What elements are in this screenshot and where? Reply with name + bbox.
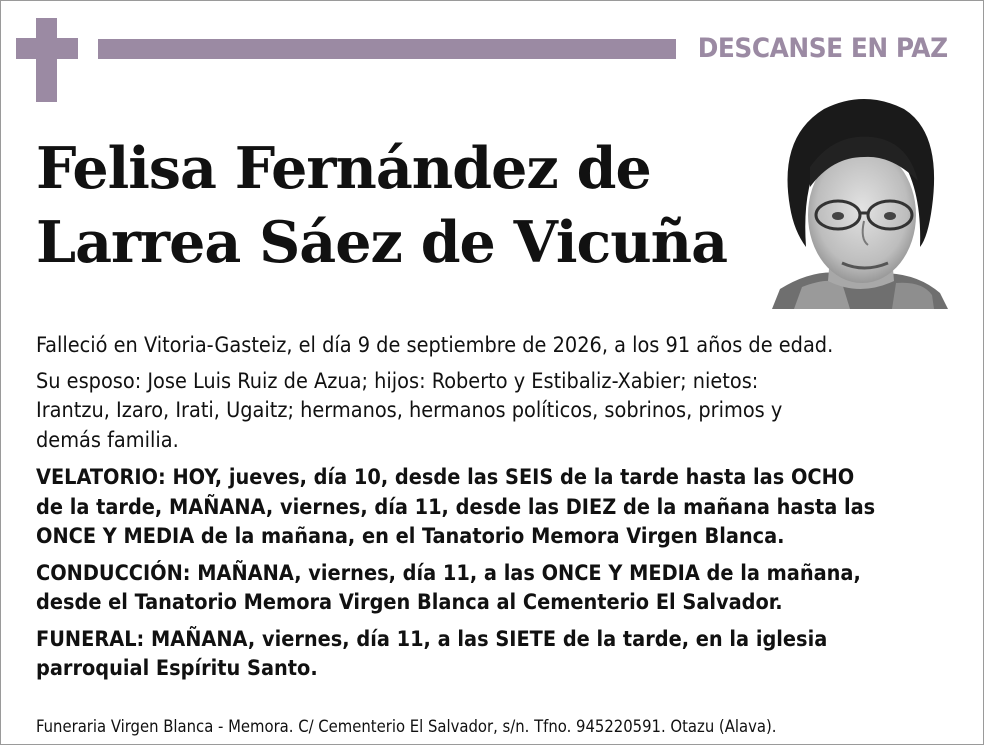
velatorio-info: VELATORIO: HOY, jueves, día 10, desde las SEIS de la tarde hasta las OCHO de la tarde, MAÑANA, viernes, día 11, desde las DIEZ de la mañana hasta las ONCE Y MEDIA de la mañana, en el Tanatorio Memora Virgen Blanca.: [36, 465, 876, 549]
family-list: Su esposo: Jose Luis Ruiz de Azua; hijos: Roberto y Estibaliz-Xabier; nietos: Irantzu, Izaro, Irati, Ugaitz; hermanos, hermanos políticos, sobrinos, primos y demás familia.: [36, 368, 783, 453]
deceased-name: [36, 132, 727, 280]
funeral-info: FUNERAL: MAÑANA, viernes, día 11, a las SIETE de la tarde, en la iglesia parroquial Espíritu Santo.: [36, 626, 828, 681]
death-notice: Falleció en Vitoria-Gasteiz, el día 9 de septiembre de 2026, a los 91 años de edad.: [36, 333, 834, 358]
funeral-home-footer: Funeraria Virgen Blanca - Memora. C/ Cementerio El Salvador, s/n. Tfno. 945220591. Otazu (Alava).: [36, 717, 777, 736]
portrait-image: [772, 97, 948, 309]
conduccion-info: CONDUCCIÓN: MAÑANA, viernes, día 11, a las ONCE Y MEDIA de la mañana, desde el Tanatorio Memora Virgen Blanca al Cementerio El Salvador.: [36, 560, 861, 615]
deceased-photo: [772, 97, 948, 309]
cross-icon: [36, 18, 57, 102]
deceased-name-line2: Larrea Sáez de Vicuña: [36, 209, 728, 276]
obituary-body: [36, 331, 948, 691]
deceased-name-line1: Felisa Fernández de: [36, 135, 651, 202]
header-divider-bar: [98, 39, 676, 59]
header-label: DESCANSE EN PAZ: [698, 33, 948, 64]
cross-icon-arm: [16, 38, 78, 59]
